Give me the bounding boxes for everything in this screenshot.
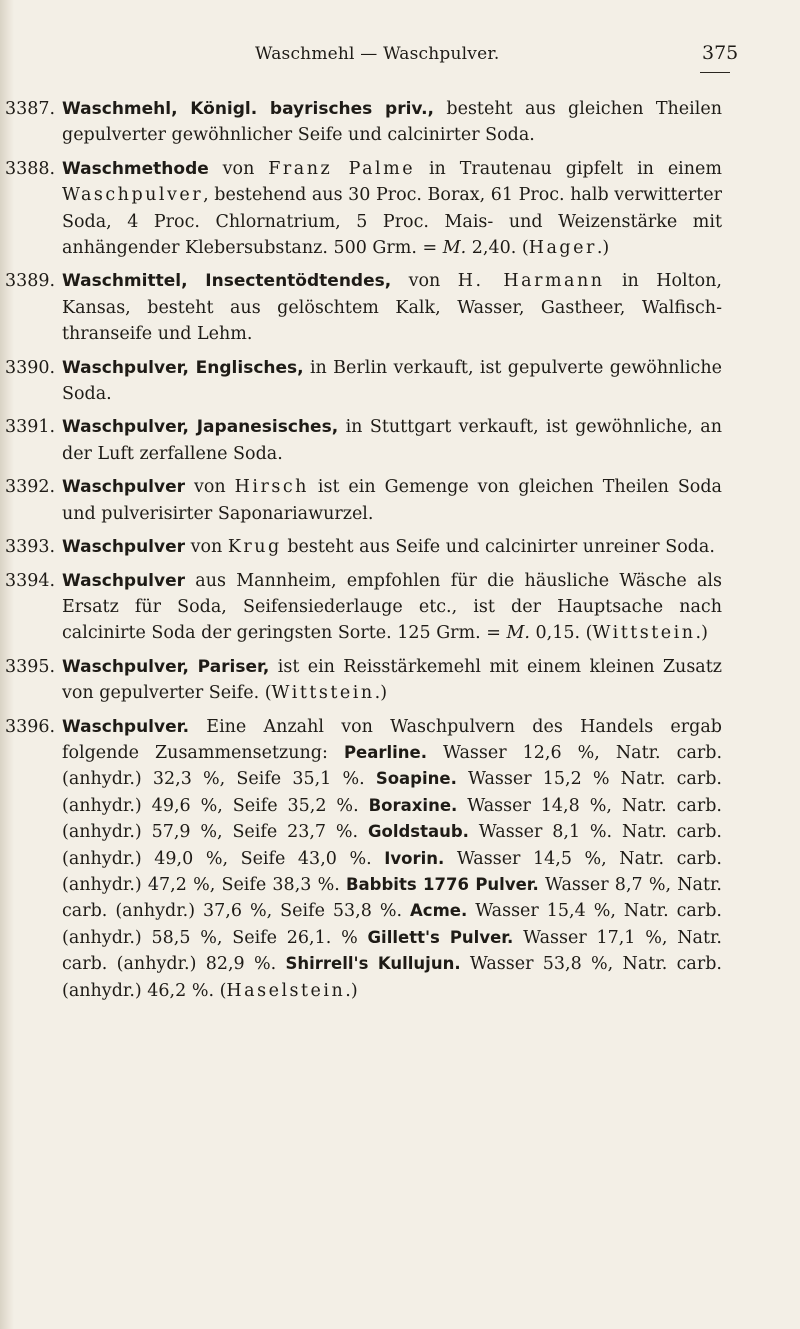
- entry-number: 3393.: [5, 537, 56, 558]
- entry-number: 3396.: [5, 716, 56, 737]
- entry: [0, 568, 722, 647]
- entry-headword: Waschpulver, Japanesisches,: [62, 417, 339, 438]
- entry-text: Wasser 8,1 %. Natr. carb. (anhydr.) 49,0 %, Seife 43,0 %.: [62, 822, 722, 869]
- entry-text: in Trautenau gipfelt in einem: [415, 158, 722, 179]
- entry-text: von: [185, 537, 228, 558]
- entry: [0, 414, 722, 467]
- entry-text: ist ein Reisstärkemehl mit einem kleinen Zusatz von gepulverter Seife. (: [62, 656, 722, 704]
- entry-text: .): [374, 683, 388, 704]
- entry-text: Wasser 53,8 %, Natr. carb. (anhydr.) 46,2 %. (: [62, 954, 722, 1001]
- entry: [0, 96, 722, 149]
- spaced-name: Hager: [528, 238, 597, 259]
- spaced-name: Waschpulver: [62, 185, 204, 206]
- currency-mark: M.: [506, 623, 530, 644]
- entry-text: .): [345, 980, 358, 1001]
- spaced-name: Hirsch: [234, 477, 309, 498]
- spaced-name: Haselstein: [226, 980, 346, 1001]
- entry-text: von: [185, 477, 235, 498]
- entry-text: von: [391, 271, 458, 292]
- entry-number: 3390.: [5, 357, 56, 378]
- entry-text: Wasser 8,7 %, Natr. carb. (anhydr.) 37,6 %, Seife 53,8 %.: [62, 874, 722, 922]
- entry-text: von: [208, 158, 269, 179]
- page-header: [0, 44, 800, 74]
- spaced-name: Krug: [227, 537, 282, 558]
- entry-text: in Holton, Kansas, besteht aus gelöschtem Kalk, Wasser, Gastheer, Walfisch-thranseife und Lehm.: [62, 271, 722, 345]
- entry-number: 3389.: [5, 271, 56, 292]
- product-name: Boraxine.: [368, 795, 458, 815]
- product-name: Babbits 1776 Pulver.: [345, 874, 539, 894]
- entry-headword: Waschmethode: [62, 158, 209, 179]
- entry-text: aus Mannheim, empfohlen für die häusliche Wäsche als Ersatz für Soda, Seifensiederlauge etc., ist der Hauptsache nach calcinirte Soda der geringsten Sorte. 125 Grm. =: [62, 570, 722, 644]
- product-name: Ivorin.: [384, 848, 445, 868]
- product-name: Goldstaub.: [367, 822, 469, 842]
- entry-text: Wasser 12,6 %, Natr. carb. (anhydr.) 32,3 %, Seife 35,1 %.: [62, 742, 723, 790]
- entry: [0, 474, 722, 527]
- spaced-name: Wittstein: [271, 683, 375, 704]
- entry-number: 3388.: [5, 158, 56, 179]
- entry-headword: Waschmittel, Insectentödtendes,: [62, 271, 392, 292]
- entry-headword: Waschpulver: [62, 570, 186, 591]
- entry-text: , bestehend aus 30 Proc. Borax, 61 Proc. halb verwitterter Soda, 4 Proc. Chlornatrium, 5 Proc. Mais- und Weizenstärke mit anhängender Klebersubstanz. 500 Grm. =: [62, 185, 722, 259]
- entry-text: 0,15. (: [529, 623, 593, 644]
- product-name: Soapine.: [375, 769, 457, 789]
- entry-number: 3387.: [5, 99, 56, 119]
- entry-text: .): [596, 238, 610, 259]
- entry-text: Wasser 14,5 %, Natr. carb. (anhydr.) 47,2 %, Seife 38,3 %.: [62, 848, 722, 895]
- entry-text: ist ein Gemenge von gleichen Theilen Soda und pulverisirter Saponariawurzel.: [62, 477, 722, 524]
- entry-list: [0, 96, 800, 1011]
- page-number-underline: [700, 72, 730, 73]
- product-name: Shirrell's Kullujun.: [285, 954, 461, 974]
- entry-text: Wasser 15,4 %, Natr. carb. (anhydr.) 58,5 %, Seife 26,1. %: [62, 901, 722, 948]
- entry-text: in Stuttgart verkauft, ist gewöhnliche, an der Luft zerfallene Soda.: [62, 417, 722, 464]
- entry-number: 3392.: [5, 477, 56, 498]
- spaced-name: Wittstein: [592, 623, 696, 644]
- entry-text: in Berlin verkauft, ist gepulverte gewöhnliche Soda.: [62, 357, 722, 405]
- entry-text: Wasser 17,1 %, Natr. carb. (anhydr.) 82,9 %.: [62, 927, 722, 975]
- running-title: Waschmehl — Waschpulver.: [255, 44, 500, 64]
- entry-number: 3394.: [5, 570, 56, 591]
- entry-text: Wasser 15,2 % Natr. carb. (anhydr.) 49,6 %, Seife 35,2 %.: [62, 769, 722, 816]
- entry: [0, 156, 722, 262]
- entry: [0, 268, 722, 347]
- entry-text: besteht aus Seife und calcinirter unreiner Soda.: [281, 537, 715, 558]
- entry: [0, 355, 722, 408]
- currency-mark: M.: [442, 238, 467, 259]
- spaced-name: Franz Palme: [268, 158, 416, 179]
- entry-headword: Waschpulver.: [62, 716, 190, 737]
- product-name: Gillett's Pulver.: [367, 927, 514, 947]
- entry: [0, 654, 722, 707]
- entry: [0, 534, 722, 560]
- entry-text: .): [695, 623, 708, 644]
- entry-text: 2,40. (: [466, 238, 529, 259]
- entry-headword: Waschmehl, Königl. bayrisches priv.,: [62, 99, 435, 119]
- entry-headword: Waschpulver, Pariser,: [62, 656, 270, 677]
- entry: [0, 714, 722, 1004]
- product-name: Acme.: [410, 901, 468, 921]
- page-number: 375: [702, 42, 739, 64]
- entry-number: 3395.: [5, 656, 56, 677]
- entry-headword: Waschpulver: [62, 537, 186, 558]
- entry-headword: Waschpulver: [62, 477, 186, 498]
- spaced-name: H. Harmann: [457, 271, 605, 292]
- entry-headword: Waschpulver, Englisches,: [62, 357, 304, 378]
- entry-text: Wasser 14,8 %, Natr. carb. (anhydr.) 57,9 %, Seife 23,7 %.: [62, 795, 722, 843]
- entry-text: Eine Anzahl von Waschpulvern des Handels ergab folgende Zusammensetzung:: [62, 716, 722, 763]
- entry-number: 3391.: [5, 417, 56, 438]
- entry-text: besteht aus gleichen Theilen gepulverter gewöhnlicher Seife und calcinirter Soda.: [62, 99, 722, 146]
- product-name: Pearline.: [343, 742, 428, 762]
